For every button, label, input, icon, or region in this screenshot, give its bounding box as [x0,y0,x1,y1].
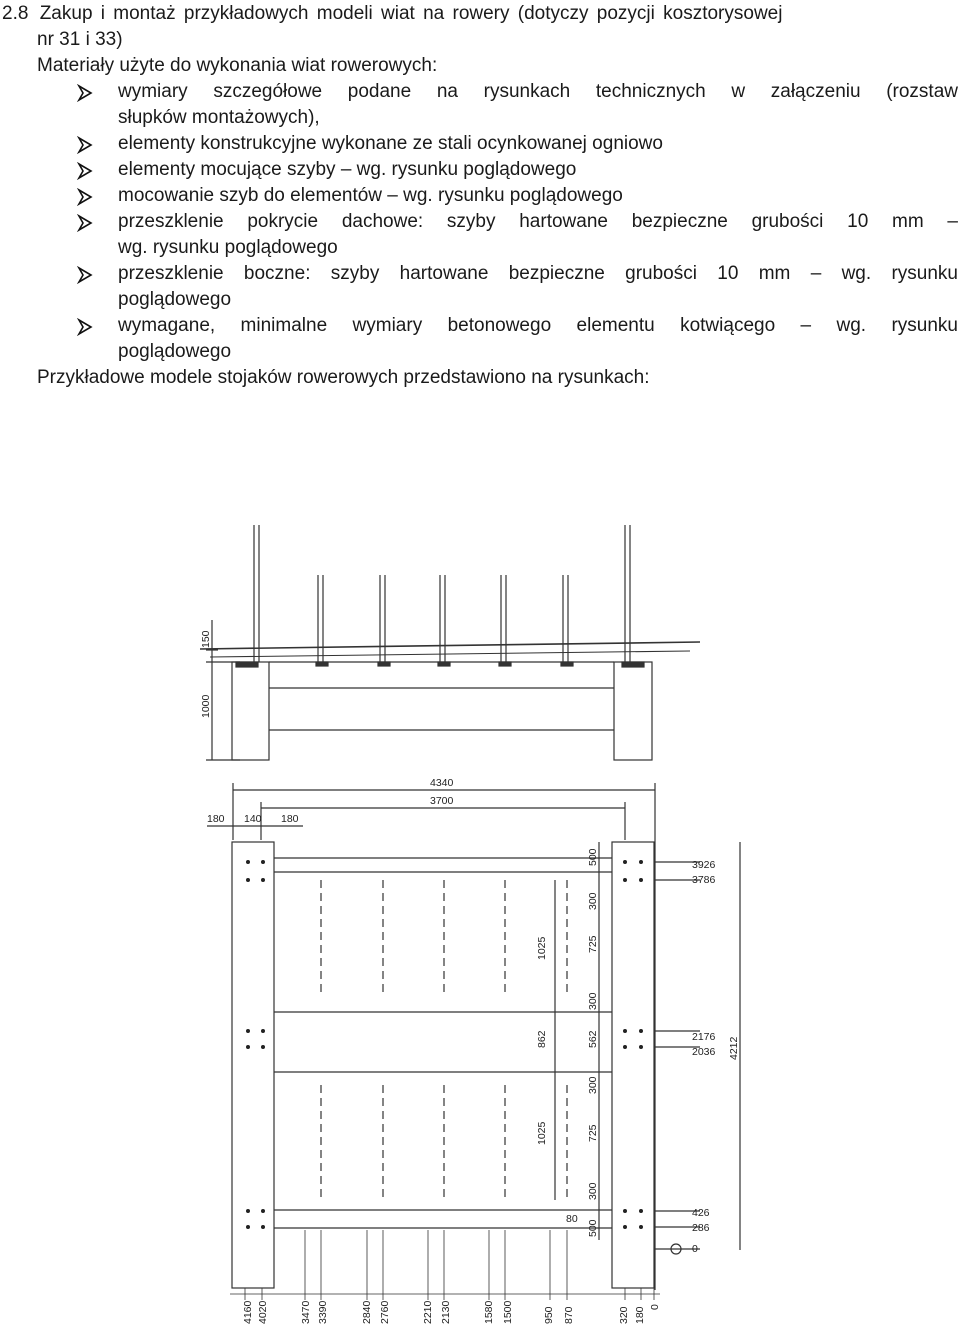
bullet-text: mocowanie szyb do elementów – wg. rysunku poglądowego [118,185,623,206]
dim-label: 180 [207,813,225,825]
dim-label: 500 [587,1219,599,1237]
dim-label: 4160 [242,1300,254,1324]
dim-label: 150 [200,630,212,648]
dim-label: 725 [587,935,599,953]
dim-label: 2760 [379,1300,391,1324]
bullet-text: przeszklenie pokrycie dachowe: szyby hartowane bezpieczne grubości 10 mm – [118,211,958,232]
bullet-text: przeszklenie boczne: szyby hartowane bezpieczne grubości 10 mm – wg. rysunku [118,263,958,284]
conclusion-text: Przykładowe modele stojaków rowerowych przedstawiono na rysunkach: [37,367,650,388]
dim-label: 1025 [536,936,548,960]
dim-label: 870 [563,1306,575,1324]
bullet-text: wymiary szczegółowe podane na rysunkach technicznych w załączeniu (rozstaw [118,81,958,102]
bullet-text: elementy konstrukcyjne wykonane ze stali ocynkowanej ogniowo [118,133,663,154]
dim-label: 2036 [692,1046,716,1058]
dim-label: 725 [587,1124,599,1142]
dim-label: 3786 [692,874,716,886]
dim-label: 140 [244,813,262,825]
dim-label: 300 [587,1182,599,1200]
dim-label: 0 [649,1304,661,1310]
dim-label: 1000 [200,694,212,718]
dim-label: 300 [587,1076,599,1094]
dim-label: 3390 [317,1300,329,1324]
dim-label: 2130 [440,1300,452,1324]
elevation-view [200,525,700,760]
anchor-dots [246,860,643,1229]
dim-label: 300 [587,992,599,1010]
dim-label: 0 [692,1243,698,1255]
bullet-text-cont: poglądowego [118,289,232,310]
dim-label: 80 [566,1213,578,1225]
dim-label: 1580 [483,1300,495,1324]
dim-label: 1025 [536,1121,548,1145]
dim-label: 1500 [502,1300,514,1324]
bullet-text: wymagane, minimalne wymiary betonowego elementu kotwiącego – wg. rysunku [118,315,958,336]
dim-label: 4020 [257,1300,269,1324]
dim-label: 4212 [728,1036,740,1060]
section-title: Zakup i montaż przykładowych modeli wiat na rowery (dotyczy pozycji kosztorysowej [39,3,783,24]
dim-label: 4340 [430,777,454,789]
bullet-text: elementy mocujące szyby – wg. rysunku poglądowego [118,159,577,180]
bullet-text-cont: poglądowego [118,341,232,362]
dim-label: 426 [692,1207,710,1219]
bullet-text-cont: słupków montażowych), [118,107,320,128]
dim-label: 300 [587,892,599,910]
dim-label: 3470 [300,1300,312,1324]
section-number: 2.8 [2,3,29,24]
dim-label: 2176 [692,1031,716,1043]
dim-label: 500 [587,848,599,866]
dim-label: 2210 [422,1300,434,1324]
dim-label: 180 [634,1306,646,1324]
section-title-continued: nr 31 i 33) [37,29,123,50]
dim-label: 180 [281,813,299,825]
dim-label: 2840 [361,1300,373,1324]
dim-label: 3926 [692,859,716,871]
dim-label: 286 [692,1222,710,1234]
dim-label: 320 [618,1306,630,1324]
materials-intro: Materiały użyte do wykonania wiat rowerowych: [37,55,438,76]
dim-label: 3700 [430,795,454,807]
dim-label: 862 [536,1030,548,1048]
dim-label: 562 [587,1030,599,1048]
dim-label: 950 [543,1306,555,1324]
bullet-text-cont: wg. rysunku poglądowego [118,237,338,258]
